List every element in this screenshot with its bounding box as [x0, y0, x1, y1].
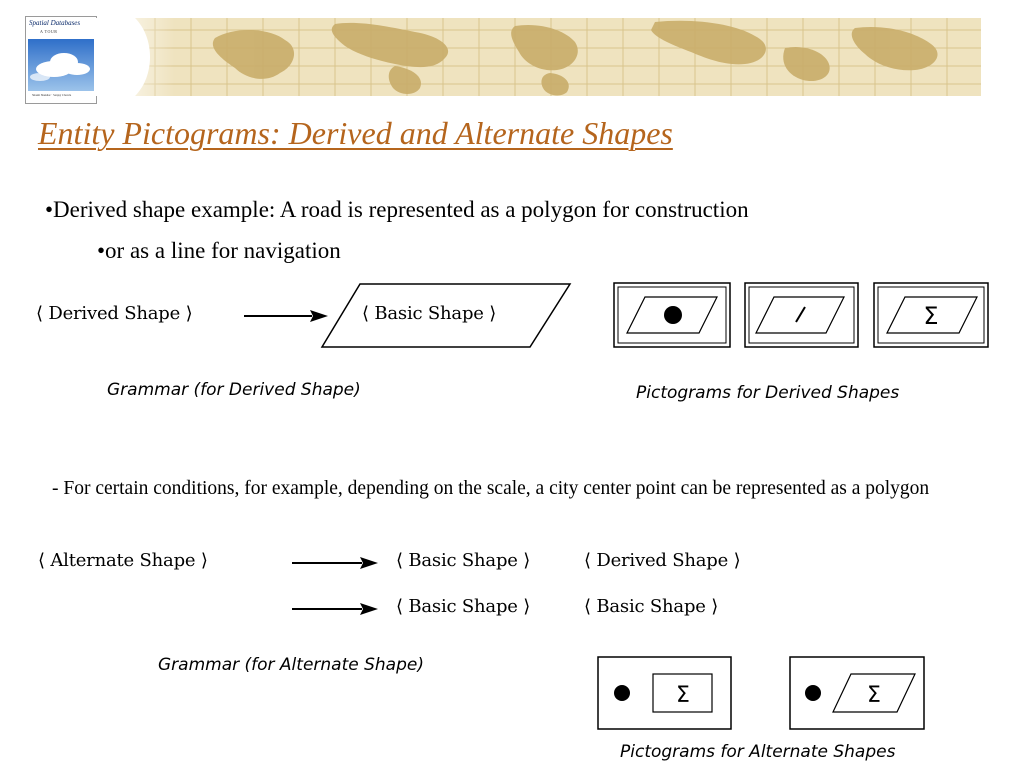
book-cover-image	[25, 16, 97, 104]
pictogram-alternate-caption: Pictograms for Alternate Shapes	[620, 742, 896, 762]
sky-illustration	[28, 39, 94, 91]
book-subtitle: A TOUR	[40, 29, 58, 34]
rule2-basic-shape-2: ⟨ Basic Shape ⟩	[584, 596, 719, 617]
slide-title: Entity Pictograms: Derived and Alternate Shapes	[38, 115, 673, 151]
line-icon	[796, 307, 805, 322]
grammar-alternate-shape-lhs: ⟨ Alternate Shape ⟩	[38, 550, 208, 571]
book-authors: Shashi Shekhar · Sanjay Chawla	[32, 93, 72, 97]
book-title: Spatial Databases	[29, 19, 81, 27]
pictogram-alternate-point-derived	[597, 656, 732, 730]
grammar-basic-shape-rhs: ⟨ Basic Shape ⟩	[362, 303, 497, 324]
pictogram-derived-point	[613, 282, 731, 348]
polygon-sigma-icon: Σ	[867, 683, 881, 708]
rule2-basic-shape-1: ⟨ Basic Shape ⟩	[396, 596, 531, 617]
rule1-derived-shape: ⟨ Derived Shape ⟩	[584, 550, 741, 571]
bullet-derived-shape-example: •Derived shape example: A road is represented as a polygon for construction	[45, 197, 749, 222]
polygon-sigma-icon: Σ	[676, 683, 690, 708]
polygon-sigma-icon: Σ	[923, 302, 939, 330]
alternate-shape-description: - For certain conditions, for example, depending on the scale, a city center point can be represented as a polygon	[52, 478, 930, 499]
grammar-alternate-caption: Grammar (for Alternate Shape)	[158, 655, 424, 675]
pictogram-derived-polygon	[873, 282, 989, 348]
pictogram-derived-line	[744, 282, 859, 348]
grammar-derived-caption: Grammar (for Derived Shape)	[107, 380, 361, 400]
point-dot-icon	[664, 306, 682, 324]
pictogram-alternate-point-polygon	[789, 656, 925, 730]
grammar-arrow	[292, 602, 378, 616]
pictogram-derived-caption: Pictograms for Derived Shapes	[636, 383, 900, 403]
grammar-arrow	[244, 308, 328, 324]
point-dot-icon	[614, 685, 630, 701]
world-map-banner	[95, 18, 981, 96]
point-dot-icon	[805, 685, 821, 701]
grammar-arrow	[292, 556, 378, 570]
rule1-basic-shape: ⟨ Basic Shape ⟩	[396, 550, 531, 571]
grammar-derived-shape-lhs: ⟨ Derived Shape ⟩	[36, 303, 193, 324]
bullet-navigation: •or as a line for navigation	[97, 238, 341, 263]
